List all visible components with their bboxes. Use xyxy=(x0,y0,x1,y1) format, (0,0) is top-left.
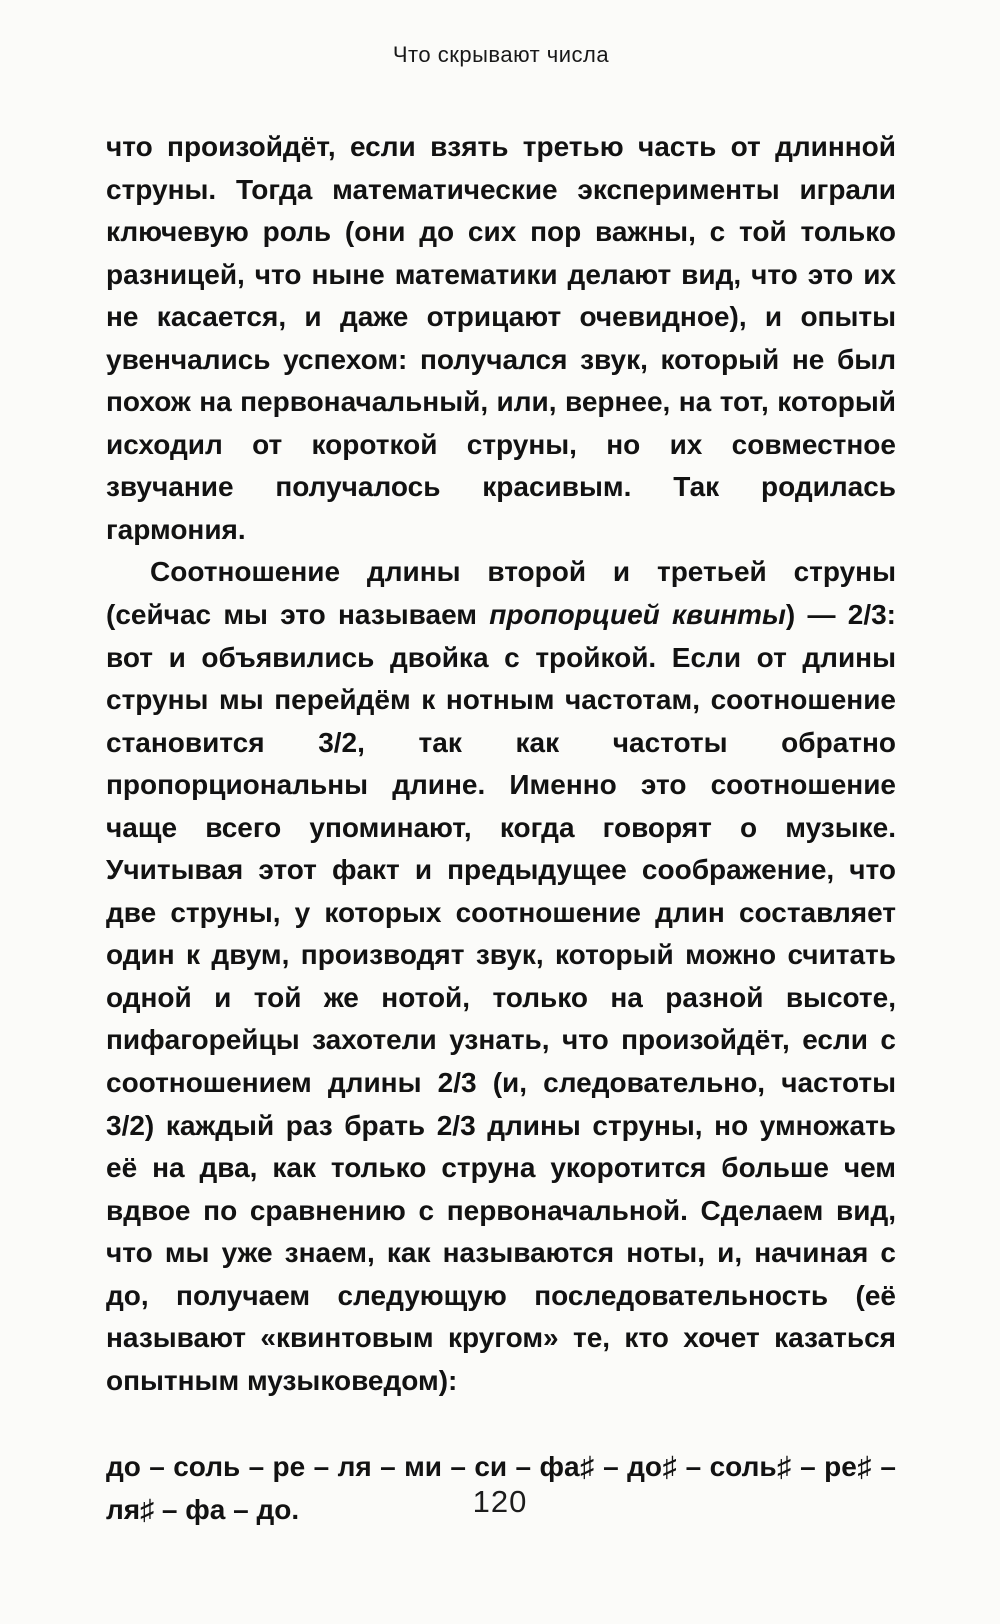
paragraph-continuation: что произойдёт, если взять третью часть от длинной струны. Тогда математические эксперименты играли ключевую роль (они до сих пор важны, с той только разницей, что ныне математики делают вид, что это их не касается, и даже отрицают очевидное), и опыты увенчались успехом: получался звук, который не был похож на первоначальный, или, вернее, на тот, который исходил от короткой струны, но их совместное звучание получалось красивым. Так родилась гармония. xyxy=(106,131,896,545)
page-body xyxy=(106,126,896,1532)
paragraph xyxy=(106,551,896,1402)
note-sequence: до – соль – ре – ля – ми – си – фа♯ – до♯ – соль♯ – ре♯ – ля♯ – фа – до. xyxy=(106,1451,896,1525)
running-header: Что скрывают числа xyxy=(392,42,610,67)
page-number: 120 xyxy=(472,1484,528,1519)
italic-phrase: пропорцией квинты xyxy=(489,599,786,631)
paragraph-text: ) — 2/3: вот и объявились двойка с тройкой. Если от длины струны мы перейдём к нотным частотам, соотношение становится 3/2, так как частоты обратно пропорциональны длине. Именно это соотношение чаще всего упоминают, когда говорят о музыке. Учитывая этот факт и предыдущее соображение, что две струны, у которых соотношение длин составляет один к двум, производят звук, который можно считать одной и той же нотой, только на разной высоте, пифагорейцы захотели узнать, что произойдёт, если с соотношением длины 2/3 (и, следовательно, частоты 3/2) каждый раз брать 2/3 длины струны, но умножать её на два, как только струна укоротится больше чем вдвое по сравнению с первоначальной. Сделаем вид, что мы уже знаем, как называются ноты, и, начиная с до, получаем следующую последовательность (её называют «квинтовым кругом» те, кто хочет казаться опытным музыковедом): xyxy=(106,599,896,1396)
paragraph-text: Соотношение длины второй и третьей струны (сейчас мы это называем xyxy=(106,556,896,631)
